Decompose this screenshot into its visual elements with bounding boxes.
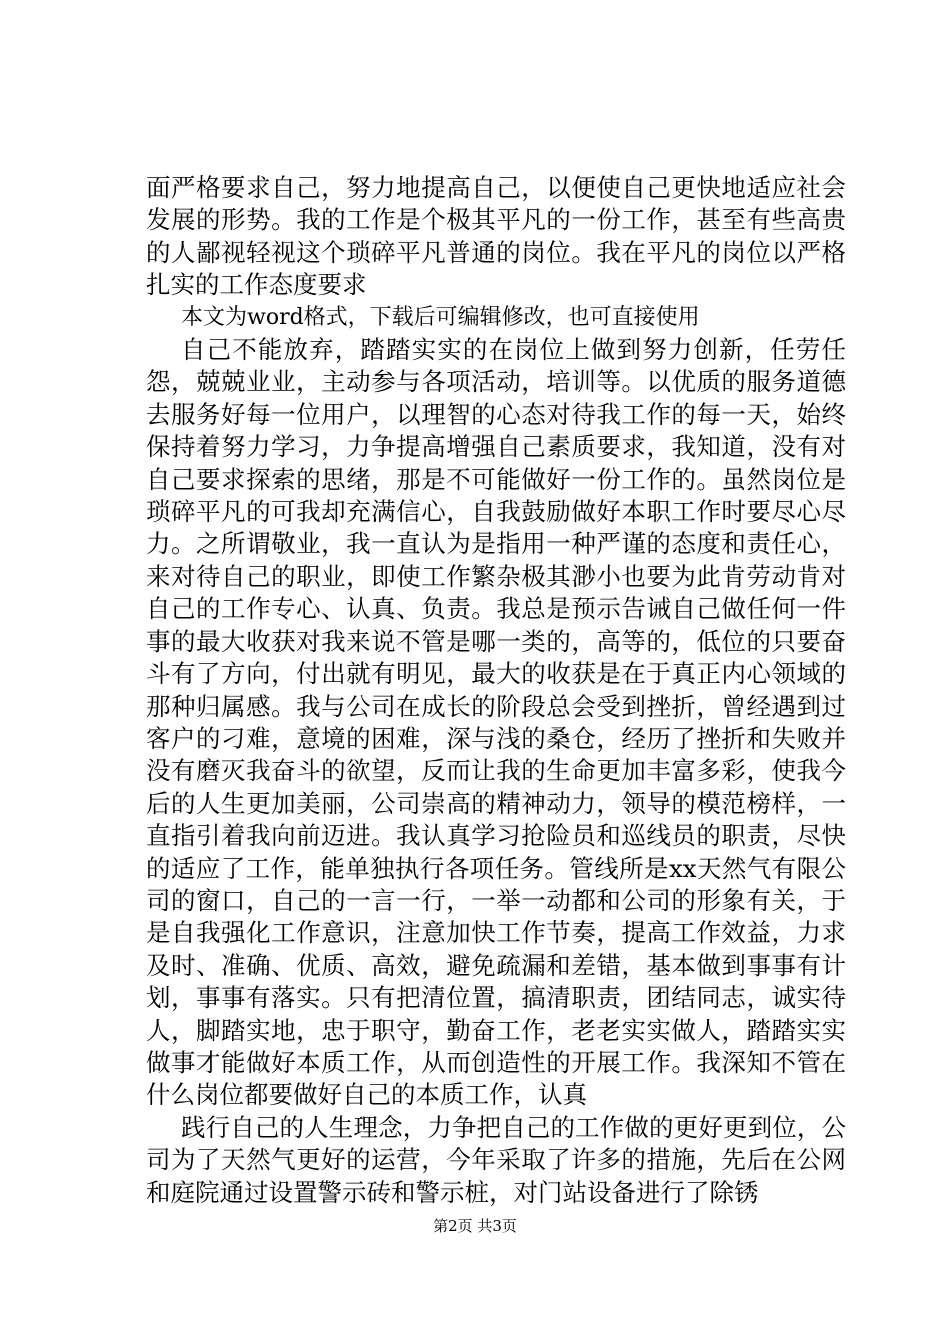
body-text	[146, 172, 846, 1209]
paragraph-3: 践行自己的人生理念，力争把自己的工作做的更好更到位，公司为了天然气更好的运营，今年采取了许多的措施，先后在公网和庭院通过设置警示砖和警示桩，对门站设备进行了除锈	[146, 1112, 846, 1207]
page-footer: 第2页 共3页	[433, 1217, 517, 1235]
download-note: 本文为word格式，下载后可编辑修改，也可直接使用	[181, 304, 700, 330]
paragraph-1: 面严格要求自己，努力地提高自己，以便使自己更快地适应社会发展的形势。我的工作是个极其平凡的一份工作，甚至有些高贵的人鄙视轻视这个琐碎平凡普通的岗位。我在平凡的岗位以严格扎实的工作态度要求	[146, 173, 846, 300]
paragraph-2: 自己不能放弃，踏踏实实的在岗位上做到努力创新，任劳任怨，兢兢业业，主动参与各项活动，培训等。以优质的服务道德去服务好每一位用户，以理智的心态对待我工作的每一天，始终保持着努力学习，力争提高增强自己素质要求，我知道，没有对自己要求探索的思绪，那是不可能做好一份工作的。虽然岗位是琐碎平凡的可我却充满信心，自我鼓励做好本职工作时要尽心尽力。之所谓敬业，我一直认为是指用一种严谨的态度和责任心，来对待自己的职业，即使工作繁杂极其渺小也要为此肯劳动肯对自己的工作专心、认真、负责。我总是预示告诫自己做任何一件事的最大收获对我来说不管是哪一类的，高等的，低位的只要奋斗有了方向，付出就有明见，最大的收获是在于真正内心领域的那种归属感。我与公司在成长的阶段总会受到挫折，曾经遇到过客户的刁难，意境的困难，深与浅的桑仓，经历了挫折和失败并没有磨灭我奋斗的欲望，反而让我的生命更加丰富多彩，使我今后的人生更加美丽，公司崇高的精神动力，领导的模范榜样，一直指引着我向前迈进。我认真学习抢险员和巡线员的职责，尽快的适应了工作，能单独执行各项任务。管线所是xx天然气有限公司的窗口，自己的一言一行，一举一动都和公司的形象有关，于是自我强化工作意识，注意加快工作节奏，提高工作效益，力求及时、准确、优质、高效，避免疏漏和差错，基本做到事事有计划，事事有落实。只有把清位置，搞清职责，团结同志，诚实待人，脚踏实地，忠于职守，勤奋工作，老老实实做人，踏踏实实做事才能做好本质工作，从而创造性的开展工作。我深知不管在什么岗位都要做好自己的本质工作，认真	[146, 335, 846, 1110]
